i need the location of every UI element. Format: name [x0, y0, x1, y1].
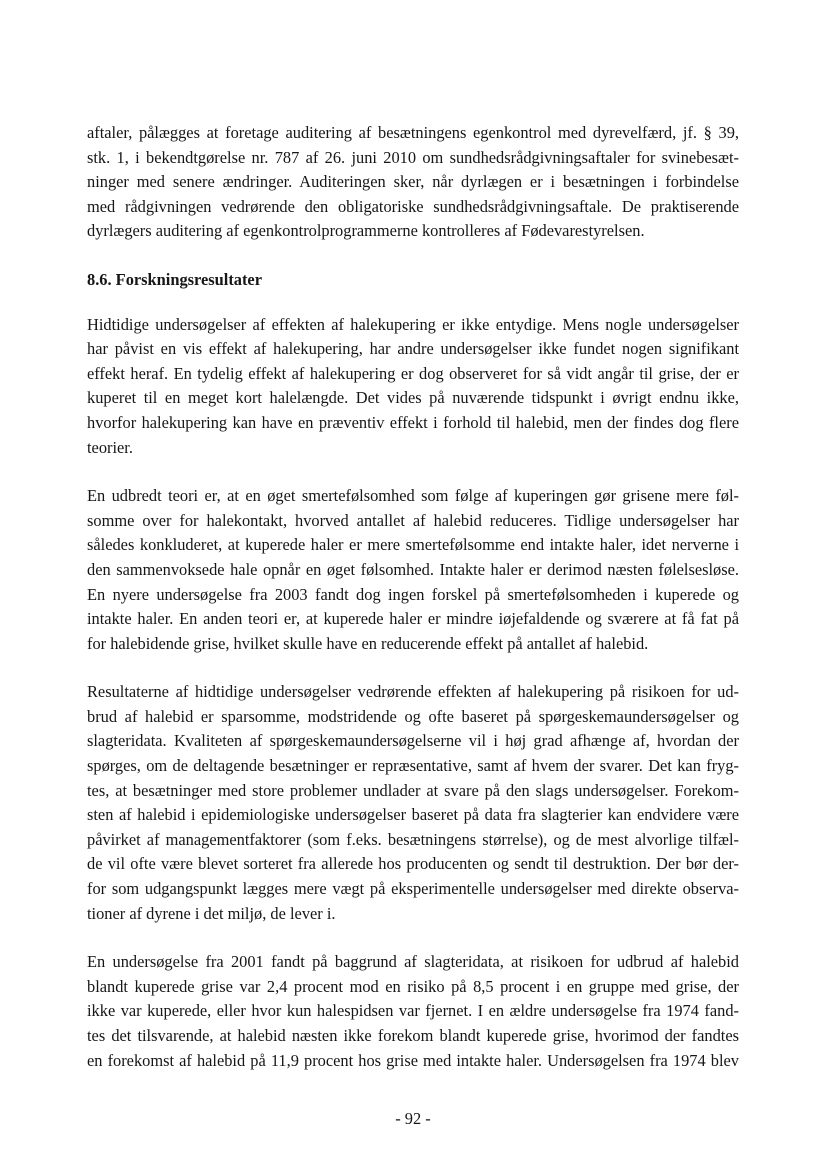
- text-line: sten af halebid i epidemiologiske undersøgelser baseret på data fra slagterier kan endvidere være: [87, 805, 739, 825]
- text-line: kuperet til en meget kort halelængde. Det vides på nuværende tidspunkt i øvrigt endnu ikke,: [87, 388, 739, 408]
- text-line: somme over for halekontakt, hvorved antallet af halebid reduceres. Tidlige undersøgelser har: [87, 510, 739, 530]
- text-line: ikke var kuperede, eller hvor kun halespidsen var fjernet. I en ældre undersøgelse fra 1974 fand-: [87, 1001, 739, 1021]
- paragraph-gap: [87, 460, 739, 484]
- text-line: brud af halebid er sparsomme, modstridende og ofte baseret på spørgeskemaundersøgelser og: [87, 706, 739, 726]
- text-line: En udbredt teori er, at en øget smertefølsomhed som følge af kuperingen gør grisene mere føl-: [87, 486, 739, 506]
- intro-paragraph: [87, 121, 739, 244]
- text-line: ninger med senere ændringer. Auditeringen sker, når dyrlægen er i besætningen i forbindelse: [87, 172, 739, 192]
- text-line: En undersøgelse fra 2001 fandt på baggrund af slagteridata, at risikoen for udbrud af halebid: [87, 952, 739, 972]
- body-paragraph: [87, 950, 739, 1073]
- text-line: for halebidende grise, hvilket skulle have en reducerende effekt på antallet af halebid.: [87, 633, 649, 653]
- text-line: teorier.: [87, 437, 133, 457]
- body-paragraph: [87, 484, 739, 656]
- text-line: aftaler, pålægges at foretage auditering af besætningens egenkontrol med dyrevelfærd, jf. § 39,: [87, 123, 739, 142]
- body-paragraph: [87, 680, 739, 926]
- body-paragraph: [87, 313, 739, 461]
- text-line: spørges, om de deltagende besætninger er repræsentative, samt af hvem der svarer. Det kan fryg-: [87, 756, 739, 776]
- text-line: intakte haler. En anden teori er, at kuperede haler er mindre iøjefaldende og sværere at få fat på: [87, 609, 739, 629]
- text-line: tes det tilsvarende, at halebid næsten ikke forekom blandt kuperede grise, hvorimod der fandtes: [87, 1026, 739, 1045]
- text-line: har påvist en vis effekt af halekupering, har andre undersøgelser ikke fundet nogen signifikant: [87, 339, 739, 359]
- text-line: de vil ofte være blevet sorteret fra allerede hos producenten og sendt til destruktion. Der bør der-: [87, 854, 739, 874]
- paragraph-gap: [87, 926, 739, 950]
- section-body: [87, 313, 739, 1074]
- text-line: den sammenvoksede hale opnår en øget følsomhed. Intakte haler er derimod næsten følelsesløse.: [87, 559, 739, 579]
- text-line: effekt heraf. En tydelig effekt af halekupering er dog observeret for så vidt angår til grise, der er: [87, 363, 739, 383]
- text-line: Resultaterne af hidtidige undersøgelser vedrørende effekten af halekupering på risikoen for ud-: [87, 682, 739, 702]
- text-line: påvirket af managementfaktorer (som f.eks. besætningens størrelse), og de mest alvorlige tilfæl-: [87, 829, 739, 849]
- text-line: hvorfor halekupering kan have en præventiv effekt i forhold til halebid, men der findes dog flere: [87, 412, 739, 432]
- document-page: [87, 121, 739, 1073]
- text-line: tes, at besætninger med store problemer undlader at svare på den slags undersøgelser. Forekom-: [87, 780, 739, 800]
- text-line: for som udgangspunkt lægges mere vægt på eksperimentelle undersøgelser med direkte observa-: [87, 879, 739, 899]
- text-line: således konkluderet, at kuperede haler er mere smertefølsomme end intakte haler, idet nerverne i: [87, 535, 739, 555]
- text-line: dyrlægers auditering af egenkontrolprogrammerne kontrolleres af Fødevarestyrelsen.: [87, 221, 645, 241]
- text-line: tioner af dyrene i det miljø, de lever i.: [87, 903, 336, 923]
- page-number: - 92 -: [395, 1109, 431, 1128]
- text-line: slagteridata. Kvaliteten af spørgeskemaundersøgelserne vil i høj grad afhænge af, hvordan der: [87, 731, 739, 751]
- text-line: stk. 1, i bekendtgørelse nr. 787 af 26. juni 2010 om sundhedsrådgivningsaftaler for svinebesæt-: [87, 147, 739, 167]
- section-heading: 8.6. Forskningsresultater: [87, 269, 262, 289]
- text-line: en forekomst af halebid på 11,9 procent hos grise med intakte haler. Undersøgelsen fra 1974 blev: [87, 1050, 739, 1070]
- text-line: En nyere undersøgelse fra 2003 fandt dog ingen forskel på smertefølsomheden i kuperede og: [87, 584, 739, 604]
- text-line: med rådgivningen vedrørende den obligatoriske sundhedsrådgivningsaftale. De praktiserende: [87, 196, 739, 216]
- text-line: Hidtidige undersøgelser af effekten af halekupering er ikke entydige. Mens nogle undersøgelser: [87, 314, 739, 334]
- text-line: blandt kuperede grise var 2,4 procent mod en risiko på 8,5 procent i en gruppe med grise, der: [87, 976, 739, 996]
- paragraph-gap: [87, 656, 739, 680]
